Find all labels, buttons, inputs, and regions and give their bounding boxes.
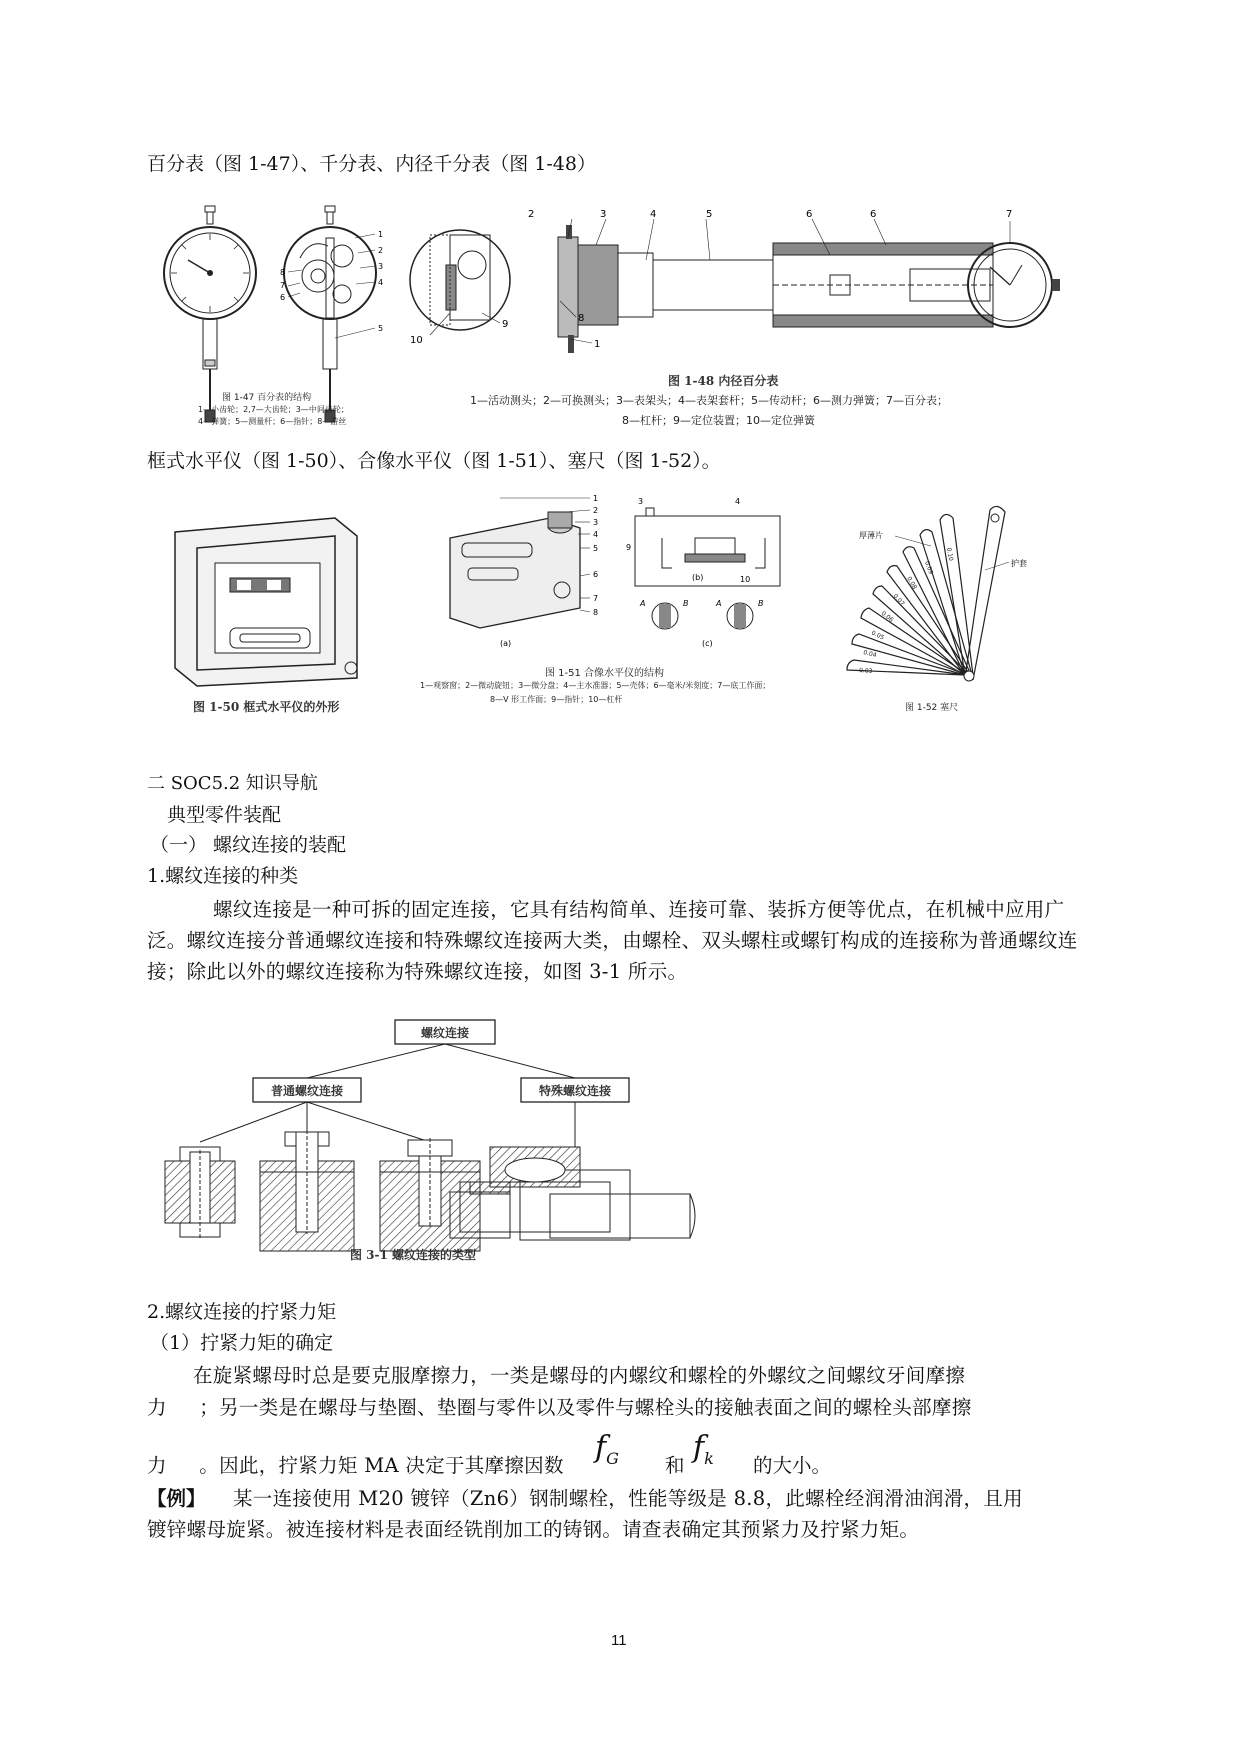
fig151-label-8: 8 [593, 608, 599, 617]
fig31-root-label: 螺纹连接 [420, 1026, 470, 1040]
fig151-label-10: 10 [740, 575, 751, 584]
fig31-screw [380, 1138, 480, 1251]
fig148-label-10: 10 [410, 335, 423, 346]
fig147-label-3: 3 [378, 262, 384, 271]
item2-title: 2.螺纹连接的拧紧力矩 [147, 1301, 337, 1323]
math-fk-f: f [693, 1430, 705, 1465]
para2-line-3c: 的大小。 [753, 1454, 832, 1477]
fig152-caption: 图 1-52 塞尺 [905, 703, 959, 713]
fig152-blade-005: 0.05 [870, 629, 886, 642]
item1-title: 1.螺纹连接的种类 [147, 865, 299, 887]
figure-1-52-feeler-gauge [835, 500, 1035, 690]
fig151-label-9: 9 [626, 543, 632, 552]
para2-line-3a: 力 。因此，拧紧力矩 MA 决定于其摩擦因数 [147, 1454, 564, 1477]
fig31-right-label: 特殊螺纹连接 [538, 1084, 612, 1098]
subsection-title: 典型零件装配 [167, 804, 282, 826]
instruments-heading-2: 框式水平仪（图 1-50）、合像水平仪（图 1-51）、塞尺（图 1-52）。 [147, 450, 721, 472]
fig147-legend-1: 1—小齿轮；2,7—大齿轮；3—中间齿轮； [198, 405, 349, 414]
fig31-special-connection [450, 1147, 695, 1240]
figure-1-48-inside-indicator [410, 209, 1050, 365]
figure-3-1-thread-connection-types [170, 1012, 670, 1267]
para-thread-types: 螺纹连接是一种可拆的固定连接，它具有结构简单、连接可靠、装拆方便等优点，在机械中应用广泛。螺纹连接分普通螺纹连接和特殊螺纹连接两大类，由螺栓、双头螺柱或螺钉构成的连接称为普通螺纹连接；除此以外的螺纹连接称为特殊螺纹连接，如图 3-1 所示。 [147, 898, 1078, 983]
example-line-1: 某一连接使用 M20 镀锌（Zn6）钢制螺栓，性能等级是 8.8，此螺栓经润滑油润滑，且用 [233, 1487, 1023, 1510]
fig148-label-8: 8 [578, 313, 585, 324]
fig148-label-1: 1 [594, 339, 601, 350]
fig152-blade-008: 0.08 [905, 575, 919, 591]
fig152-label-thick: 厚薄片 [859, 531, 883, 540]
fig31-caption: 图 3-1 螺纹连接的类型 [350, 1248, 477, 1262]
fig148-label-4: 4 [650, 209, 657, 220]
fig31-stud [260, 1130, 354, 1251]
fig147-label-6: 6 [280, 293, 286, 302]
fig147-label-5: 5 [378, 324, 384, 333]
fig148-label-6: 6 [806, 209, 813, 220]
fig148-legend-2: 8—杠杆；9—定位装置；10—定位弹簧 [622, 414, 815, 427]
fig151-label-B2: B [758, 599, 764, 608]
fig152-blade-003: 0.03 [858, 667, 873, 675]
fig151-label-3: 3 [593, 518, 599, 527]
fig151-legend-1: 1—观察窗；2—微动旋钮；3—微分盘；4—主水准器；5—壳体；6—毫米/米刻度；7—底工作面； [420, 681, 771, 690]
para2-line-3b: 和 [665, 1454, 685, 1477]
fig151-label-1: 1 [593, 494, 599, 503]
figure-1-50-frame-level [175, 518, 375, 688]
fig148-label-3: 3 [600, 209, 607, 220]
math-friction-fg [595, 1430, 619, 1468]
fig31-left-label: 普通螺纹连接 [270, 1084, 344, 1098]
fig151-legend-2: 8—V 形工作面；9—指针；10—杠杆 [490, 695, 623, 704]
fig152-blade-007: 0.07 [891, 592, 906, 608]
math-fk-sub: k [704, 1449, 714, 1468]
fig151-caption: 图 1-51 合像水平仪的结构 [545, 668, 665, 679]
fig152-blade-009: 0.09 [923, 560, 935, 576]
fig151-label-4b: 4 [735, 497, 741, 506]
fig147-label-2: 2 [378, 246, 384, 255]
fig147-label-7: 7 [280, 281, 286, 290]
fig147-caption: 图 1-47 百分表的结构 [222, 393, 312, 403]
para2-line-2: 力 ；另一类是在螺母与垫圈、垫圈与零件以及零件与螺栓头的接触表面之间的螺栓头部摩擦 [147, 1396, 972, 1419]
instruments-heading-1: 百分表（图 1-47）、千分表、内径千分表（图 1-48） [147, 153, 596, 175]
para2-line-1: 在旋紧螺母时总是要克服摩擦力，一类是螺母的内螺纹和螺栓的外螺纹之间螺纹牙间摩擦 [193, 1364, 966, 1387]
fig31-bolt-1 [165, 1147, 235, 1238]
fig152-blade-004: 0.04 [862, 649, 878, 660]
fig151-label-3b: 3 [638, 497, 644, 506]
fig147-legend-2: 4—弹簧；5—测量杆；6—指针；8—游丝 [198, 417, 347, 426]
section-title: 二 SOC5.2 知识导航 [147, 773, 318, 794]
fig148-label-6b: 6 [870, 209, 877, 220]
fig148-label-2: 2 [528, 209, 535, 220]
page-number: 11 [611, 1632, 627, 1649]
math-friction-fk [693, 1430, 714, 1468]
example-tag: 【例】 [147, 1487, 206, 1510]
part-title: （一） 螺纹连接的装配 [150, 834, 347, 856]
fig151-label-A2: A [716, 599, 722, 608]
fig147-label-8: 8 [280, 268, 286, 277]
fig152-blade-006: 0.06 [879, 610, 895, 624]
example-line-2: 镀锌螺母旋紧。被连接材料是表面经铣削加工的铸钢。请查表确定其预紧力及拧紧力矩。 [147, 1518, 920, 1541]
fig148-label-5: 5 [706, 209, 713, 220]
fig151-label-4: 4 [593, 530, 599, 539]
fig151-label-6: 6 [593, 570, 599, 579]
fig151-label-2: 2 [593, 506, 599, 515]
fig148-label-9: 9 [502, 319, 509, 330]
fig150-caption: 图 1-50 框式水平仪的外形 [193, 700, 340, 714]
fig151-sub-c: (c) [702, 639, 713, 648]
fig148-legend-1: 1—活动测头；2—可换测头；3—表架头；4—表架套杆；5—传动杆；6—测力弹簧；7—百分表； [470, 394, 948, 407]
fig151-label-7: 7 [593, 594, 599, 603]
fig152-label-guard: 护套 [1011, 559, 1027, 568]
math-fg-sub: G [606, 1449, 619, 1468]
fig151-sub-b: (b) [692, 573, 704, 582]
fig148-label-7: 7 [1006, 209, 1013, 220]
figure-1-51-coincidence-level [440, 494, 790, 658]
fig151-sub-a: (a) [500, 639, 512, 648]
fig152-blade-010: 0.10 [945, 547, 955, 562]
fig151-label-5: 5 [593, 544, 599, 553]
fig148-caption: 图 1-48 内径百分表 [668, 374, 779, 388]
fig147-label-4: 4 [378, 278, 384, 287]
math-fg-f: f [595, 1430, 607, 1465]
fig151-label-A1: A [640, 599, 646, 608]
fig151-label-B1: B [683, 599, 689, 608]
fig147-label-1: 1 [378, 230, 384, 239]
item2-subtitle: （1）拧紧力矩的确定 [150, 1332, 334, 1354]
